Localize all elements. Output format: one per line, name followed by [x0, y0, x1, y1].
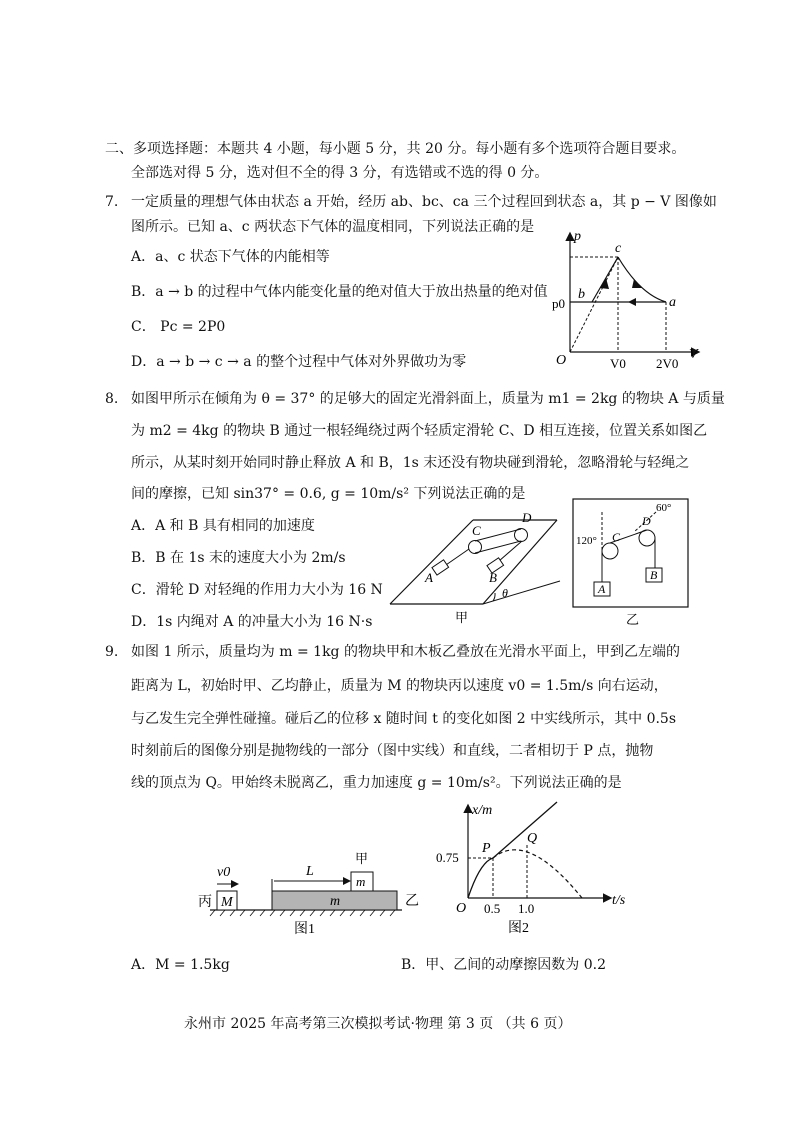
q9-stem-line2: 距离为 L，初始时甲、乙均静止，质量为 M 的物块丙以速度 v0 = 1.5m/s 向右运动， [131, 678, 668, 694]
tick-0-75: 0.75 [436, 850, 459, 865]
frame [573, 499, 688, 607]
q9-option-b: B．甲、乙间的动摩擦因数为 0.2 [401, 957, 607, 973]
q8-option-c: C．滑轮 D 对轻绳的作用力大小为 16 N [131, 582, 383, 598]
process-ca [618, 257, 666, 302]
q8-option-a: A．A 和 B 具有相同的加速度 [131, 518, 315, 534]
label-theta: θ [502, 586, 508, 600]
label-ts: t/s [612, 893, 626, 908]
solid-line [493, 802, 557, 858]
label-origin: O [456, 901, 467, 916]
block-a [432, 560, 449, 575]
pulley-c [602, 543, 618, 559]
process-bc [592, 257, 618, 302]
caption-fig2: 图2 [508, 921, 529, 936]
label-c: C [612, 530, 621, 544]
angle-arc [493, 593, 495, 601]
label-p0: p0 [552, 296, 565, 311]
label-b: B [650, 568, 658, 582]
angle-60: 60° [656, 502, 672, 514]
q8-figure-yi [572, 498, 690, 630]
caption-yi: 乙 [626, 612, 640, 627]
dash-origin-line [570, 257, 618, 352]
q8-number: 8. [105, 391, 119, 407]
tick-0-5: 0.5 [484, 901, 501, 916]
q8-option-b: B．B 在 1s 末的速度大小为 2m/s [131, 550, 346, 566]
label-2v0: 2V0 [656, 356, 679, 371]
caption-fig1: 图1 [294, 922, 315, 937]
section-instruction: 全部选对得 5 分，选对但不全的得 3 分，有选错或不选的得 0 分。 [131, 165, 549, 181]
q8-option-d: D．1s 内绳对 A 的冲量大小为 16 N·s [131, 614, 373, 630]
label-p: p [574, 229, 581, 244]
q7-option-d: D．a → b → c → a 的整个过程中气体对外界做功为零 [131, 354, 467, 370]
label-d: D [522, 510, 532, 525]
label-c: C [472, 523, 481, 538]
arrow-ab [628, 298, 636, 306]
incline-left-edge [390, 520, 473, 604]
label-L: L [306, 864, 314, 879]
page-footer: 永州市 2025 年高考第三次模拟考试·物理 第 3 页 （共 6 页） [184, 1016, 572, 1032]
q7-stem-line1: 一定质量的理想气体由状态 a 开始，经历 ab、bc、ca 三个过程回到状态 a，其 p − V 图像如 [131, 194, 717, 210]
q7-stem-line2: 图所示。已知 a、c 两状态下气体的温度相同，下列说法正确的是 [131, 219, 535, 235]
solid-parabola [468, 858, 493, 898]
label-v0: V0 [610, 356, 626, 371]
section-heading: 二、多项选择题：本题共 4 小题，每小题 5 分，共 20 分。每小题有多个选项符合题目要求。 [105, 141, 686, 157]
label-xm: x/m [472, 803, 493, 818]
label-m-board: m [330, 894, 341, 909]
q9-figure-2 [432, 800, 642, 940]
q8-stem-line3: 所示，从某时刻开始同时静止释放 A 和 B，1s 末还没有物块碰到滑轮，忽略滑轮与轻绳之 [131, 455, 690, 471]
label-a: A [598, 582, 606, 596]
label-jia: 甲 [355, 851, 369, 866]
q9-option-a: A．M = 1.5kg [131, 957, 230, 973]
tick-1-0: 1.0 [518, 901, 535, 916]
q9-stem-line3: 与乙发生完全弹性碰撞。碰后乙的位移 x 随时间 t 的变化如图 2 中实线所示，其中 0.5s [131, 711, 677, 727]
q8-stem-line4: 间的摩擦，已知 sin37° = 0.6, g = 10m/s² 下列说法正确的是 [131, 486, 526, 502]
label-a: A [425, 570, 433, 585]
label-M: M [221, 895, 233, 910]
q9-number: 9. [105, 644, 119, 660]
label-c: c [615, 241, 622, 256]
q9-stem-line5: 线的顶点为 Q。甲始终未脱离乙，重力加速度 g = 10m/s²。下列说法正确的是 [131, 775, 622, 791]
caption-jia: 甲 [455, 610, 469, 625]
label-yi: 乙 [405, 894, 419, 909]
q9-stem-line4: 时刻前后的图像分别是抛物线的一部分（图中实线）和直线，二者相切于 P 点，抛物 [131, 743, 654, 759]
arrow-ca [632, 279, 642, 288]
label-V: V [689, 347, 698, 362]
q8-stem-line2: 为 m2 = 4kg 的物块 B 通过一根轻绳绕过两个轻质定滑轮 C、D 相互连接，位置关系如图乙 [131, 423, 708, 439]
q8-stem-line1: 如图甲所示在倾角为 θ = 37° 的足够大的固定光滑斜面上，质量为 m1 = 2kg 的物块 A 与质量 [131, 391, 725, 407]
label-a: a [669, 295, 676, 310]
label-O: O [556, 353, 567, 368]
q7-number: 7. [105, 194, 119, 210]
ground-hatching [210, 910, 395, 916]
label-bing: 丙 [198, 895, 212, 910]
label-b: b [578, 287, 585, 302]
q8-figure-jia [385, 505, 565, 625]
q7-option-c: C． Pc = 2P0 [131, 319, 226, 335]
q7-option-a: A．a、c 状态下气体的内能相等 [131, 249, 330, 265]
label-v0: v0 [217, 865, 231, 880]
q9-figure-1 [195, 843, 430, 938]
label-d: D [642, 514, 651, 528]
q9-stem-line1: 如图 1 所示，质量均为 m = 1kg 的物块甲和木板乙叠放在光滑水平面上，甲到乙左端的 [131, 644, 680, 660]
label-m-small: m [356, 874, 366, 889]
dashed-parabola [493, 850, 582, 898]
angle-120: 120° [576, 535, 597, 547]
label-Q: Q [527, 831, 538, 846]
label-P: P [482, 841, 491, 856]
q7-pv-diagram [548, 226, 708, 374]
label-b: B [489, 570, 497, 585]
q7-option-b: B．a → b 的过程中气体内能变化量的绝对值大于放出热量的绝对值 [131, 284, 548, 300]
